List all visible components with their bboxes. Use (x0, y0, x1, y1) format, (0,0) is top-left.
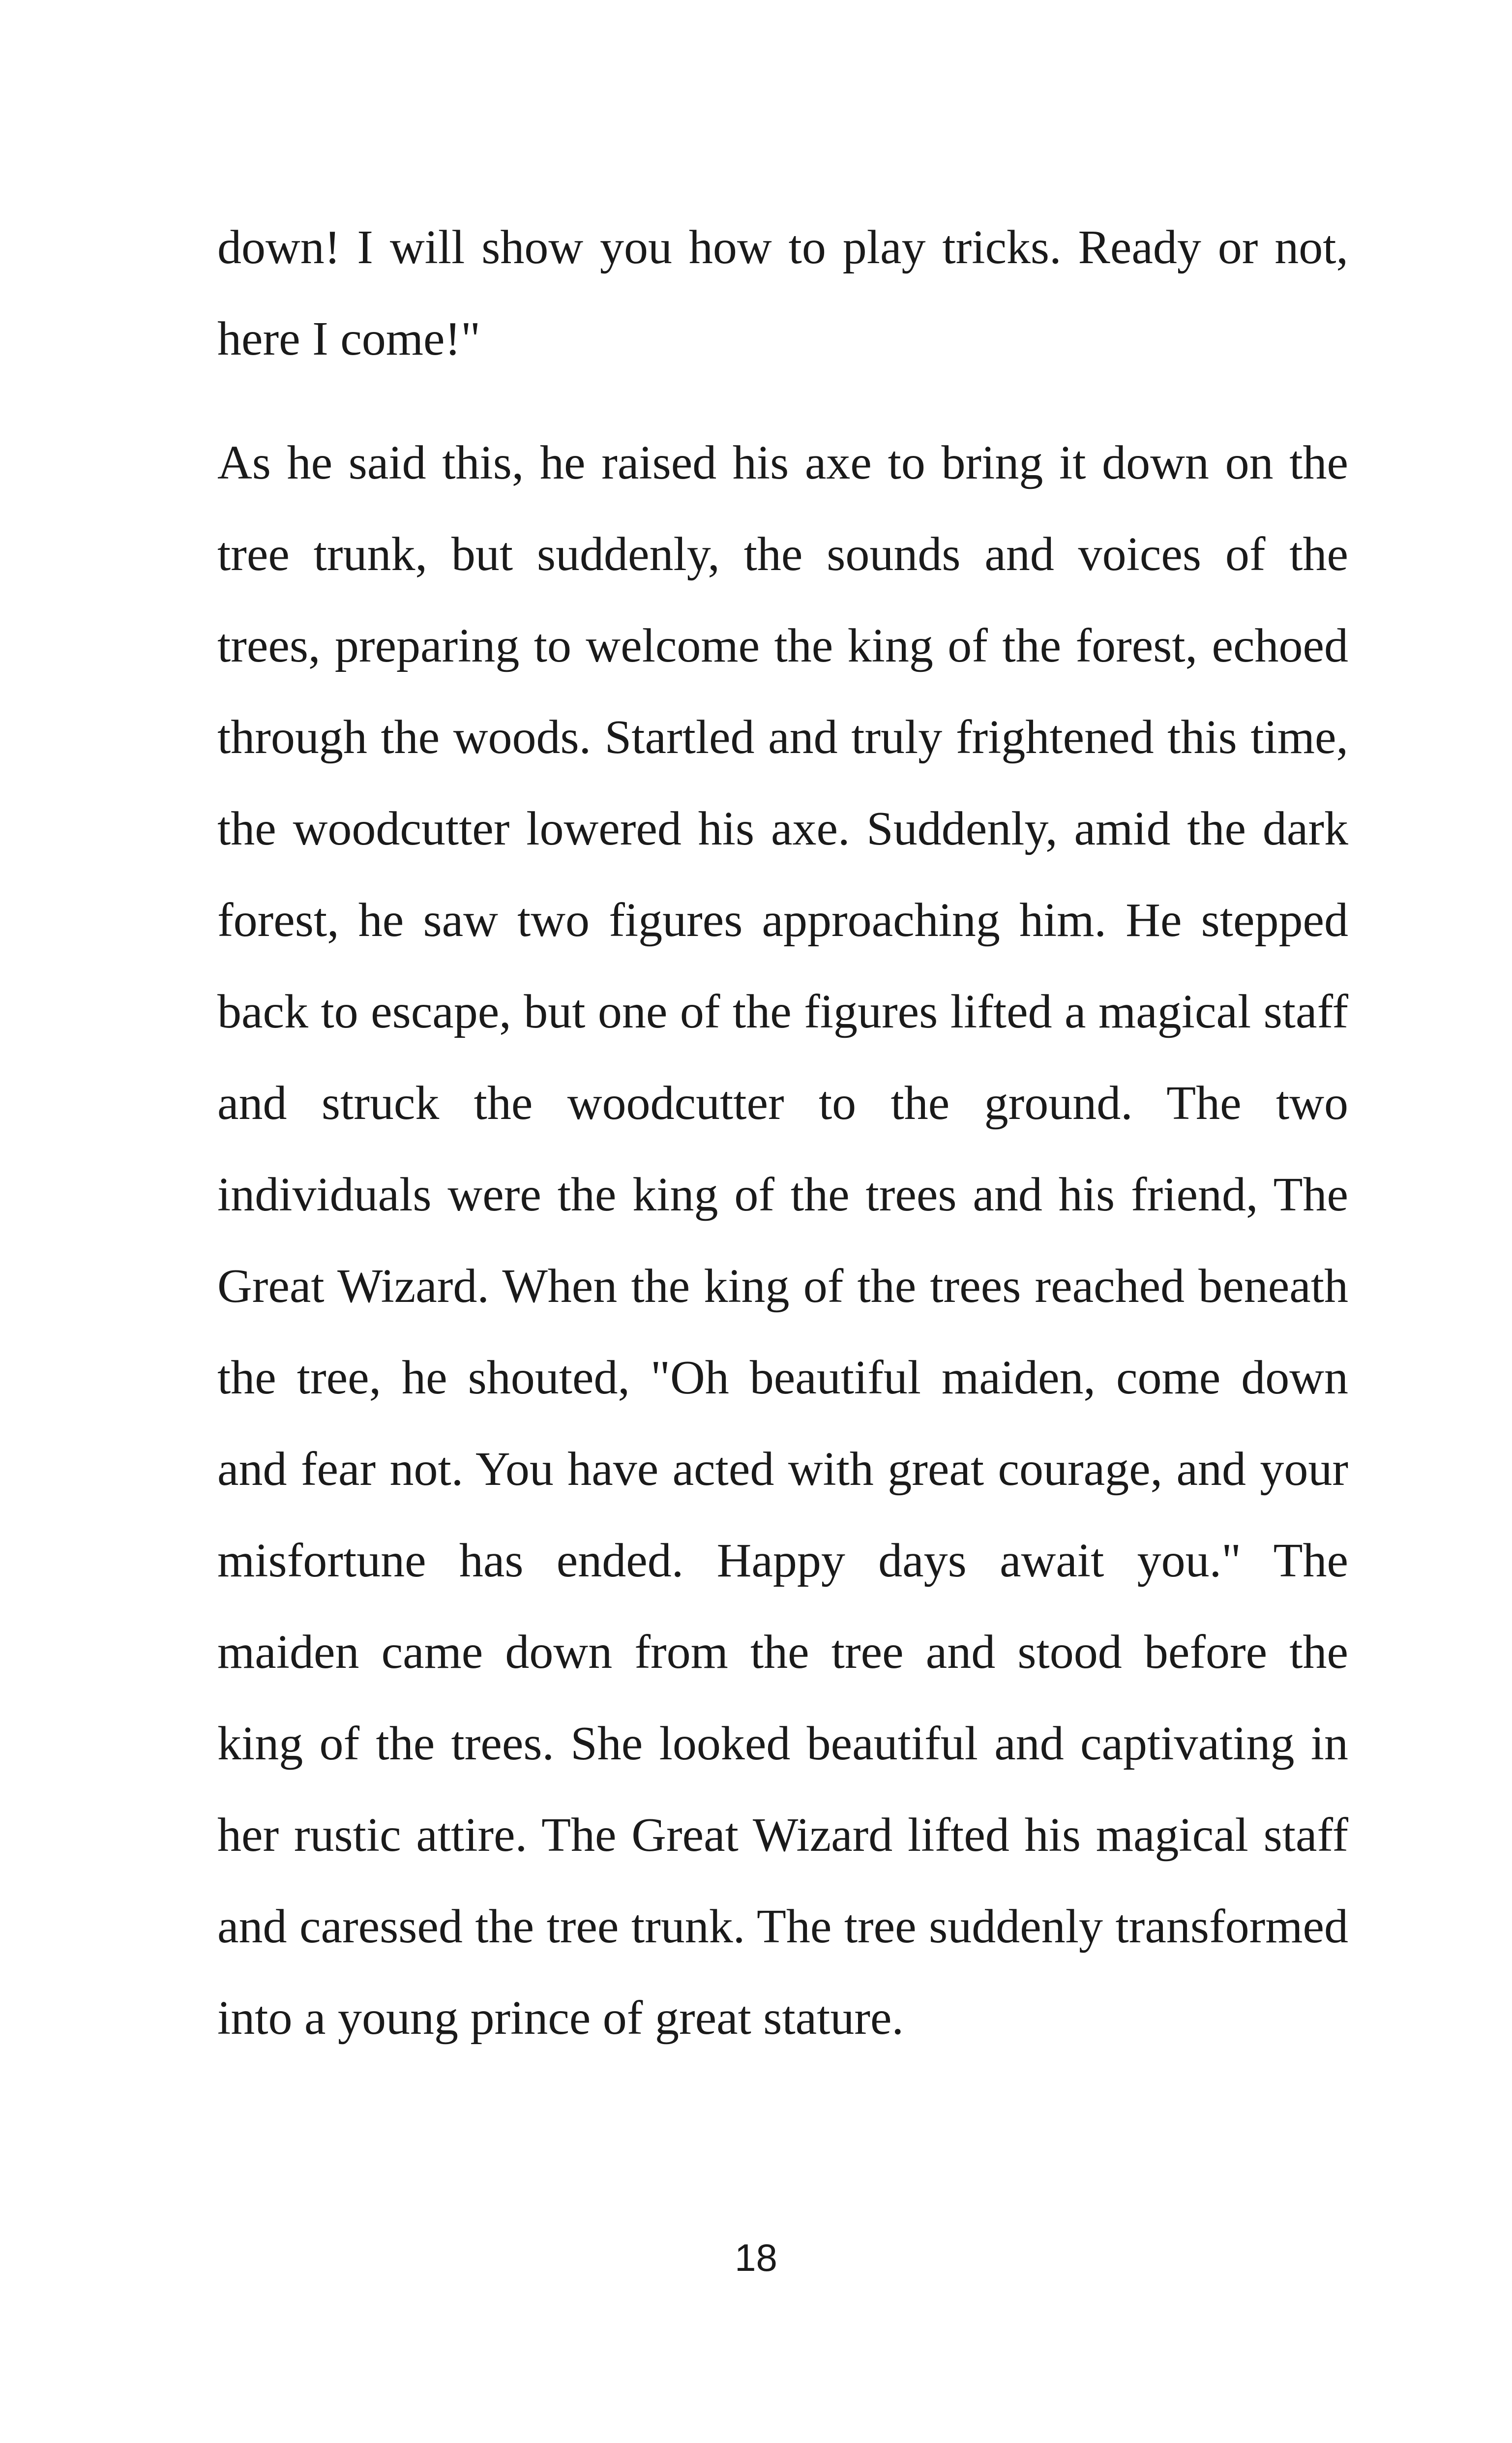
page-number: 18 (735, 2236, 777, 2279)
paragraph-2: As he said this, he raised his axe to bring it down on the tree trunk, but suddenly, the sounds and voices of the trees, preparing to welcome the king of the forest, echoed through the woods. Startled and truly frightened this time, the woodcutter lowered his axe. Suddenly, amid the dark forest, he saw two figures approaching him. He stepped back to escape, but one of the figures lifted a magical staff and struck the woodcutter to the ground. The two individuals were the king of the trees and his friend, The Great Wizard. When the king of the trees reached beneath the tree, he shouted, "Oh beautiful maiden, come down and fear not. You have acted with great courage, and your misfortune has ended. Happy days await you." The maiden came down from the tree and stood before the king of the trees. She looked beautiful and captivating in her rustic attire. The Great Wizard lifted his magical staff and caressed the tree trunk. The tree suddenly transformed into a young prince of great stature. (217, 436, 1348, 2045)
paragraph-1: down! I will show you how to play tricks. Ready or not, here I come!" (217, 221, 1348, 365)
